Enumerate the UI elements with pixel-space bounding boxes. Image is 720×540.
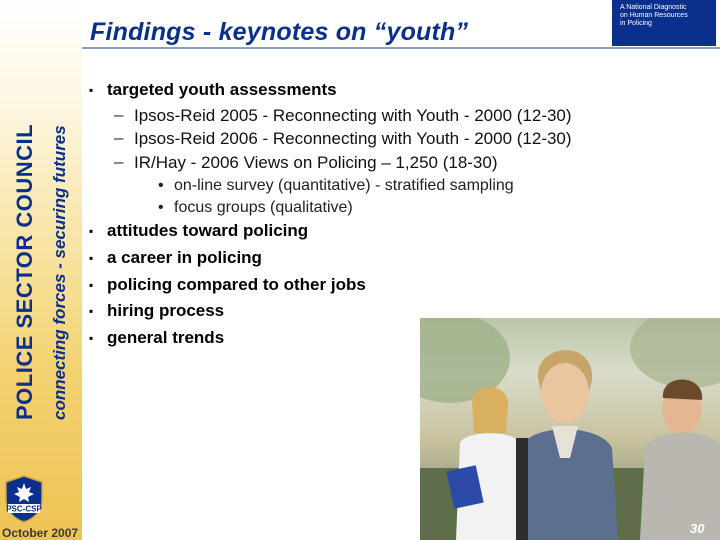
square-bullet-icon: ▪ [89,330,94,345]
square-bullet-icon: ▪ [89,304,94,319]
bullet-item: ▪ targeted youth assessments [86,78,716,105]
dot-bullet-icon: • [158,199,164,217]
dot-bullet-icon: • [158,177,164,195]
square-bullet-icon: ▪ [89,224,94,239]
sub-bullet-item: – IR/Hay - 2006 Views on Policing – 1,250 (18-30) [114,151,498,172]
diagnostic-line-2: on Human Resources [620,12,688,19]
page-title: Findings - keynotes on “youth” [90,18,469,46]
bullet-item: ▪ general trends [86,326,716,353]
students-photo-illustration [420,318,720,540]
square-bullet-icon: ▪ [89,83,94,97]
dash-bullet-icon: – [114,104,124,124]
date-label: October 2007 [2,526,79,540]
header-divider [82,47,720,49]
dash-bullet-icon: – [114,151,124,171]
org-tagline: connecting forces - securing futures [50,125,69,420]
diagnostic-line-3: in Policing [620,20,652,27]
sub-sub-bullet-item: • focus groups (qualitative) [158,199,353,217]
diagnostic-line-1: A National Diagnostic [620,4,687,11]
page-number: 30 [690,521,705,536]
logo-text: PSC-CSP [6,504,42,514]
psc-logo [2,474,46,524]
bullet-list [86,78,716,353]
sub-bullet-item: – Ipsos-Reid 2006 - Reconnecting with Youth - 2000 (12-30) [114,128,572,149]
students-photo [420,318,720,540]
dash-bullet-icon: – [114,128,124,148]
bullet-item: ▪ attitudes toward policing [86,219,716,246]
bullet-item: ▪ a career in policing [86,246,716,273]
diagnostic-badge [612,0,716,46]
bullet-item: ▪ hiring process [86,299,716,326]
sub-sub-bullet-item: • on-line survey (quantitative) - stratified sampling [158,177,514,195]
square-bullet-icon: ▪ [89,250,94,265]
org-name: POLICE SECTOR COUNCIL [12,123,37,420]
sub-bullet-item: – Ipsos-Reid 2005 - Reconnecting with Youth - 2000 (12-30) [114,104,572,125]
square-bullet-icon: ▪ [89,277,94,292]
bullet-item: ▪ policing compared to other jobs [86,273,716,300]
